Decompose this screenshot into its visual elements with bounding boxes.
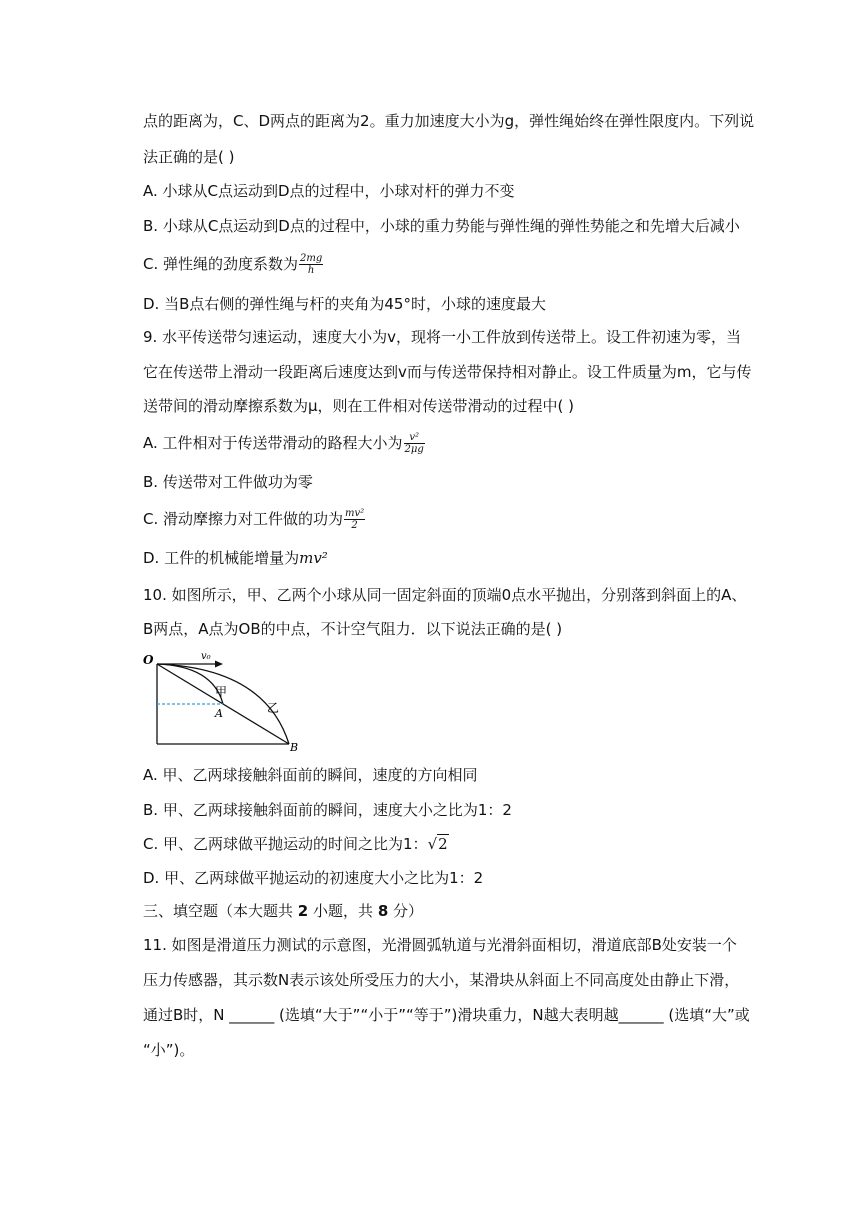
velocity-arrowhead-icon <box>215 661 223 668</box>
q11-line1: 11. 如图是滑道压力测试的示意图，光滑圆弧轨道与光滑斜面相切，滑道底部B处安装一个 <box>143 936 737 954</box>
fraction-numerator: v² <box>404 432 425 444</box>
q10-option-a: A. 甲、乙两球接触斜面前的瞬间，速度的方向相同 <box>143 766 478 784</box>
q10-option-c <box>143 834 449 854</box>
q10-option-d: D. 甲、乙两球做平抛运动的初速度大小之比为1：2 <box>143 869 484 887</box>
q9-option-d-text: D. 工件的机械能增量为 <box>143 549 300 567</box>
q11-line2: 压力传感器，其示数N表示该处所受压力的大小，某滑块从斜面上不同高度处由静止下滑， <box>143 971 740 989</box>
section-heading-prefix: 三、填空题（本大题共 <box>143 902 294 920</box>
label-jia: 甲 <box>215 685 228 699</box>
q9-option-c <box>143 508 365 531</box>
label-a: A <box>215 707 223 720</box>
label-b: B <box>290 741 299 753</box>
label-v0: v₀ <box>201 651 211 662</box>
section-heading <box>143 901 423 921</box>
q9-option-d-math: mv² <box>299 549 328 567</box>
q8-option-b: B. 小球从C点运动到D点的过程中，小球的重力势能与弹性绳的弹性势能之和先增大后减小 <box>143 217 740 235</box>
sqrt-radical-sign: √ <box>427 835 438 853</box>
section-total-score: 8 <box>377 902 389 920</box>
q8-option-c <box>143 253 323 276</box>
fraction-numerator: mv² <box>345 508 365 519</box>
q9-line2: 它在传送带上滑动一段距离后速度达到v而与传送带保持相对静止。设工件质量为m，它与传 <box>143 363 752 381</box>
q9-option-c-text: C. 滑动摩擦力对工件做的功为 <box>143 510 344 528</box>
q9-option-a <box>143 432 425 455</box>
q9-option-a-fraction <box>404 432 425 455</box>
fraction-denominator: h <box>307 265 315 276</box>
q9-option-d <box>143 548 328 568</box>
q9-option-c-fraction <box>344 508 365 531</box>
q9-line3: 送带间的滑动摩擦系数为μ，则在工件相对传送带滑动的过程中( ) <box>143 397 575 415</box>
q9-option-b: B. 传送带对工件做功为零 <box>143 473 313 491</box>
q11-line4: “小”)。 <box>143 1041 195 1059</box>
q11-line3: 通过B时，N ______ (选填“大于”“小于”“等于”)滑块重力，N越大表明越______ (选填“大”或 <box>143 1006 750 1024</box>
q10-line1: 10. 如图所示，甲、乙两个小球从同一固定斜面的顶端0点水平抛出，分别落到斜面上的A、 <box>143 586 747 604</box>
section-question-count: 2 <box>297 902 309 920</box>
q10-option-b: B. 甲、乙两球接触斜面前的瞬间，速度大小之比为1：2 <box>143 801 512 819</box>
fraction-numerator: 2mg <box>300 253 323 264</box>
section-heading-suffix: 分） <box>393 902 424 920</box>
label-yi: 乙 <box>267 701 280 715</box>
q8-option-d: D. 当B点右侧的弹性绳与杆的夹角为45°时，小球的速度最大 <box>143 295 546 313</box>
fraction-denominator: 2 <box>351 520 358 531</box>
q8-option-a: A. 小球从C点运动到D点的过程中，小球对杆的弹力不变 <box>143 182 515 200</box>
q9-option-a-text: A. 工件相对于传送带滑动的路程大小为 <box>143 434 403 452</box>
q8-option-c-text: C. 弹性绳的劲度系数为 <box>143 255 299 273</box>
q10-line2: B两点，A点为OB的中点，不计空气阻力．以下说法正确的是( ) <box>143 620 563 638</box>
q9-line1: 9. 水平传送带匀速运动，速度大小为v，现将一小工件放到传送带上。设工件初速为零，当 <box>143 328 741 346</box>
q8-option-c-fraction <box>299 253 323 276</box>
section-heading-mid: 小题，共 <box>313 902 374 920</box>
projectile-slope-figure <box>143 648 313 753</box>
sqrt-radicand: 2 <box>438 835 448 853</box>
fraction-denominator: 2μg <box>404 444 424 455</box>
label-o: O <box>143 653 154 667</box>
q8-line2: 法正确的是( ) <box>143 148 235 166</box>
q8-line1: 点的距离为，C、D两点的距离为2。重力加速度大小为g，弹性绳始终在弹性限度内。下列说 <box>143 112 755 130</box>
q10-option-c-text: C. 甲、乙两球做平抛运动的时间之比为1： <box>143 835 428 853</box>
